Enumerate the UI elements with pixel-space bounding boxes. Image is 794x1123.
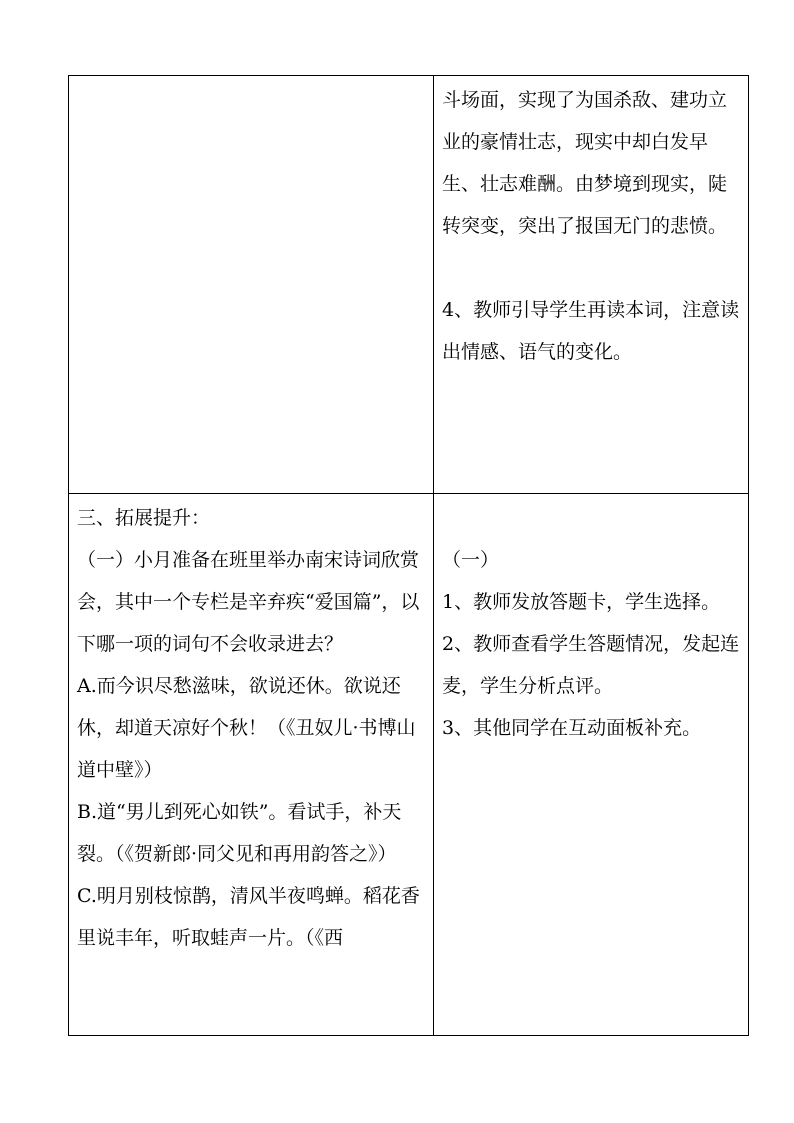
activity-step-2: 2、教师查看学生答题情况，发起连麦，学生分析点评。 xyxy=(442,633,740,697)
teacher-activity-paragraph: 斗场面，实现了为国杀敌、建功立业的豪情壮志，现实中却白发早生、壮志难酬。由梦境到现实，陡转突变，突出了报国无门的悲愤。 xyxy=(442,89,728,237)
option-a: A.而今识尽愁滋味，欲说还休。欲说还休，却道天凉好个秋！（《丑奴儿·书博山道中壁》） xyxy=(77,675,416,781)
row1-right-cell xyxy=(434,76,749,494)
lesson-plan-table xyxy=(68,75,749,1036)
table-row xyxy=(69,494,749,1036)
activity-step-3: 3、其他同学在互动面板补充。 xyxy=(442,717,702,739)
table-row xyxy=(69,76,749,494)
row2-right-cell xyxy=(434,494,749,1036)
option-c: C.明月别枝惊鹊，清风半夜鸣蝉。稻花香里说丰年，听取蛙声一片。（《西 xyxy=(77,885,420,949)
teacher-activity-step-4: 4、教师引导学生再读本词，注意读出情感、语气的变化。 xyxy=(442,299,740,363)
activity-step-1: 1、教师发放答题卡，学生选择。 xyxy=(442,591,721,613)
option-b: B.道“男儿到死心如铁”。看试手，补天裂。（《贺新郎·同父见和再用韵答之》） xyxy=(77,801,402,865)
row2-left-cell xyxy=(69,494,434,1036)
section-heading: 三、拓展提升： xyxy=(77,507,211,529)
activity-label: （一） xyxy=(442,549,500,571)
question-text: （一）小月准备在班里举办南宋诗词欣赏会，其中一个专栏是辛弃疾“爱国篇”，以下哪一项的词句不会收录进去？ xyxy=(77,549,420,655)
row1-left-cell xyxy=(69,76,434,494)
